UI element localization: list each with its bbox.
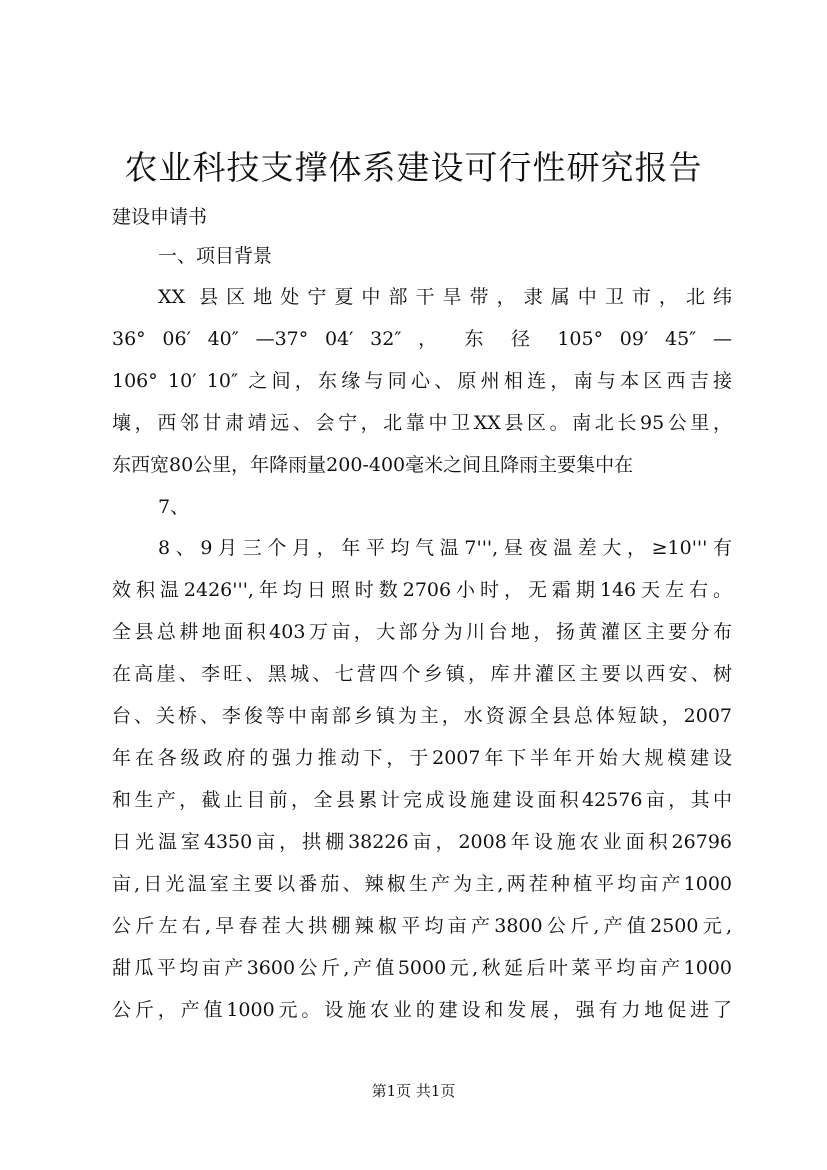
body-line: 效积温2426''',年均日照时数2706小时，无霜期146天左右。 <box>112 579 732 601</box>
body-line: 年在各级政府的强力推动下，于2007年下半年开始大规模建设 <box>112 747 732 769</box>
body-line: 106° 10′ 10″ 之间，东缘与同心、原州相连，南与本区西吉接 <box>112 370 732 392</box>
page-number-footer: 第1页 共1页 <box>371 1082 456 1100</box>
body-line: 8、9月三个月，年平均气温7''',昼夜温差大，≥10'''有 <box>158 537 732 559</box>
body-line: 7、 <box>158 496 190 518</box>
body-line: 台、关桥、李俊等中南部乡镇为主，水资源全县总体短缺，2007 <box>112 705 732 727</box>
body-line: 亩,日光温室主要以番茄、辣椒生产为主,两茬种植平均亩产1000 <box>112 873 732 895</box>
body-line: 东西宽80公里，年降雨量200-400毫米之间且降雨主要集中在 <box>112 454 634 476</box>
body-line: 和生产，截止目前，全县累计完成设施建设面积42576亩，其中 <box>112 789 732 811</box>
body-line: 甜瓜平均亩产3600公斤,产值5000元,秋延后叶菜平均亩产1000 <box>112 957 732 979</box>
body-line: 在高崖、李旺、黑城、七营四个乡镇，库井灌区主要以西安、树 <box>112 663 732 685</box>
body-line: 公斤，产值1000元。设施农业的建设和发展，强有力地促进了 <box>112 999 732 1021</box>
document-subtitle: 建设申请书 <box>112 206 208 228</box>
body-part-1 <box>112 276 732 528</box>
section-heading: 一、项目背景 <box>158 245 273 267</box>
body-line: 壤，西邻甘肃靖远、会宁，北靠中卫XX县区。南北长95公里， <box>112 412 732 434</box>
document-title: 农业科技支撑体系建设可行性研究报告 <box>124 148 703 187</box>
body-line: 全县总耕地面积403万亩，大部分为川台地，扬黄灌区主要分布 <box>112 621 732 643</box>
body-line: XX 县区地处宁夏中部干旱带，隶属中卫市，北纬 <box>158 286 732 308</box>
body-part-2 <box>112 527 732 1031</box>
body-line: 36° 06′ 40″ —37° 04′ 32″ ， 东 径 105° 09′ 45″ — <box>112 328 732 350</box>
body-line: 日光温室4350亩，拱棚38226亩，2008年设施农业面积26796 <box>112 831 732 853</box>
body-line: 公斤左右,早春茬大拱棚辣椒平均亩产3800公斤,产值2500元, <box>112 915 732 937</box>
